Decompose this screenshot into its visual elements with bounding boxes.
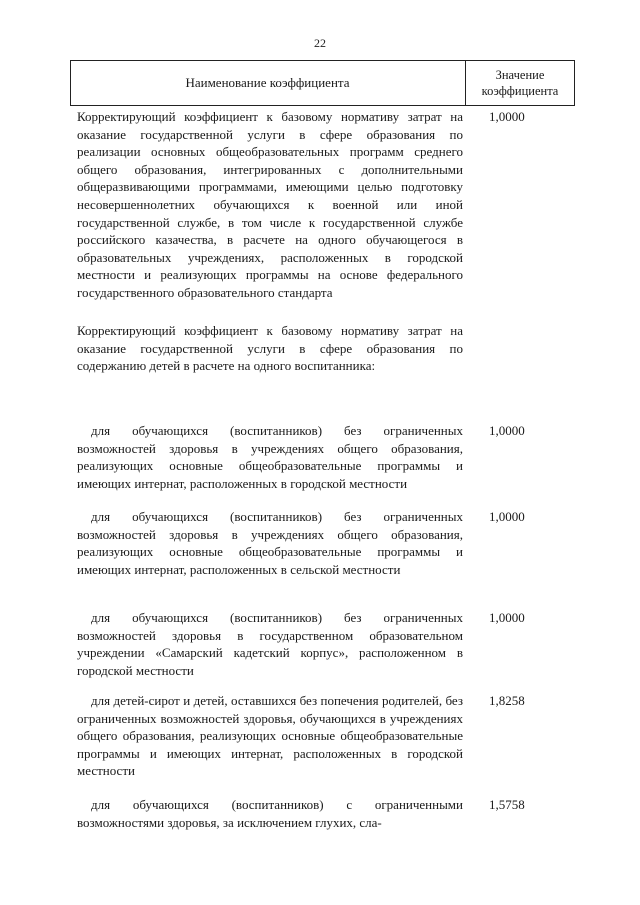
column-header-value [466, 67, 574, 99]
coefficient-value: 1,5758 [489, 797, 525, 812]
coefficient-value: 1,0000 [489, 610, 525, 625]
coefficient-description: Корректирующий коэффициент к базовому нормативу затрат на оказание государственной услуги в сфере образования по реализации основных общеобразовательных программ среднего общего образования, интегрированных с дополнительными общеразвивающими программами, имеющими целью подготовку несовершеннолетних обучающихся к военной или иной государственной службе, в том числе к государственной службе российского казачества, в расчете на одного обучающегося в образовательных учреждениях, расположенных в городской местности и реализующих программы на основе федерального государственного образовательного стандарта [77, 109, 463, 300]
coefficient-row-maintenance-heading [77, 322, 577, 375]
coefficient-value: 1,0000 [489, 423, 525, 438]
coefficient-row-urban-boarding [77, 422, 577, 492]
coefficient-row-cadet-corps [77, 609, 577, 679]
coefficient-row-cadet-education [77, 108, 577, 302]
table-border-right [574, 61, 575, 105]
page-number: 22 [314, 36, 326, 50]
column-header-value-line2: коэффициента [481, 84, 559, 98]
coefficient-value: 1,0000 [489, 109, 525, 124]
coefficient-value: 1,0000 [489, 509, 525, 524]
coefficient-value: 1,8258 [489, 693, 525, 708]
table-header [70, 60, 575, 106]
coefficient-row-disabilities [77, 796, 577, 831]
coefficient-description: для обучающихся (воспитанников) без ограниченных возможностей здоровья в учреждениях общего образования, реализующих основные общеобразовательные программы и имеющих интернат, расположенных в сельской местности [77, 509, 463, 577]
coefficient-row-rural-boarding [77, 508, 577, 578]
coefficient-description: для обучающихся (воспитанников) без ограниченных возможностей здоровья в государственном образовательном учреждении «Самарский кадетский корпус», расположенном в городской местности [77, 610, 463, 678]
coefficient-description: для детей-сирот и детей, оставшихся без попечения родителей, без ограниченных возможностей здоровья, обучающихся в учреждениях общего образования, реализующих основные общеобразовательные программы и имеющих интернат, расположенных в городской местности [77, 693, 463, 779]
column-header-name: Наименование коэффициента [185, 75, 350, 90]
coefficient-description: для обучающихся (воспитанников) с ограниченными возможностями здоровья, за исключением глухих, сла- [77, 797, 463, 830]
coefficient-description: для обучающихся (воспитанников) без ограниченных возможностей здоровья в учреждениях общего образования, реализующих основные общеобразовательные программы и имеющих интернат, расположенных в городской местности [77, 423, 463, 491]
column-header-value-line1: Значение [495, 68, 545, 82]
coefficient-row-orphans [77, 692, 577, 780]
coefficient-description: Корректирующий коэффициент к базовому нормативу затрат на оказание государственной услуги в сфере образования по содержанию детей в расчете на одного воспитанника: [77, 323, 463, 374]
